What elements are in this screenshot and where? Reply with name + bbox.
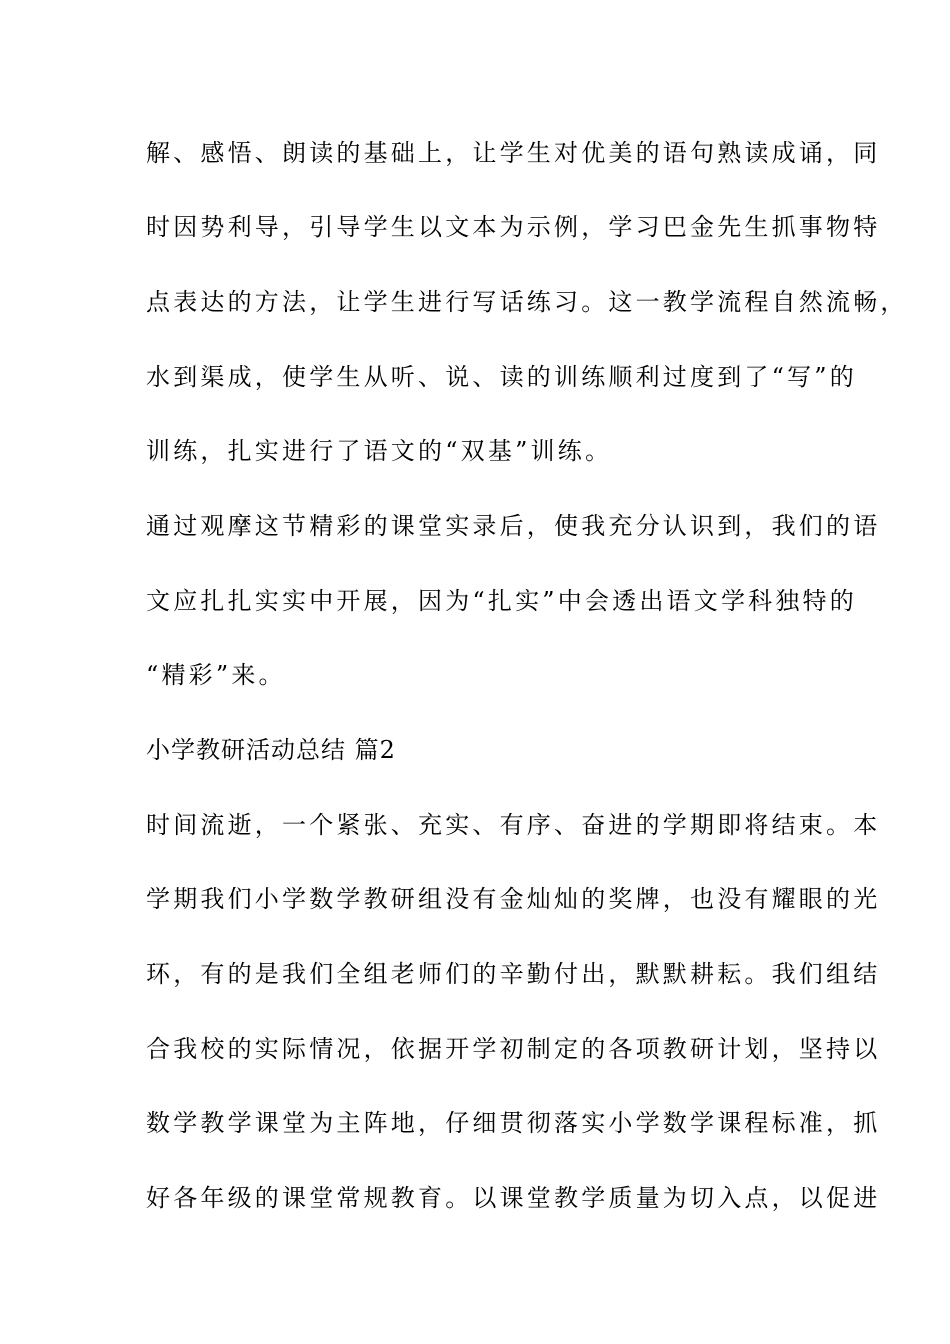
paragraph-line: 水到渠成，使学生从听、说、读的训练顺利过度到了“写”的 bbox=[146, 363, 857, 391]
section-heading: 小学教研活动总结 篇2 bbox=[146, 736, 396, 764]
paragraph-line: 时因势利导，引导学生以文本为示例，学习巴金先生抓事物特 bbox=[146, 213, 881, 241]
paragraph-line: 学期我们小学数学教研组没有金灿灿的奖牌，也没有耀眼的光 bbox=[146, 885, 881, 913]
paragraph-line: 好各年级的课堂常规教育。以课堂教学质量为切入点，以促进 bbox=[146, 1184, 881, 1212]
paragraph-line: 训练，扎实进行了语文的“双基”训练。 bbox=[146, 437, 613, 465]
paragraph-line: 数学教学课堂为主阵地，仔细贯彻落实小学数学课程标准，抓 bbox=[146, 1109, 881, 1137]
paragraph-line: 文应扎扎实实中开展，因为“扎实”中会透出语文学科独特的 bbox=[146, 587, 857, 615]
paragraph-line: 时间流逝，一个紧张、充实、有序、奋进的学期即将结束。本 bbox=[146, 811, 881, 839]
paragraph-line: 环，有的是我们全组老师们的辛勤付出，默默耕耘。我们组结 bbox=[146, 960, 881, 988]
paragraph-line: 通过观摩这节精彩的课堂实录后，使我充分认识到，我们的语 bbox=[146, 512, 881, 540]
paragraph-line: 合我校的实际情况，依据开学初制定的各项教研计划，坚持以 bbox=[146, 1035, 881, 1063]
paragraph-line: “精彩”来。 bbox=[146, 661, 286, 689]
paragraph-line: 解、感悟、朗读的基础上，让学生对优美的语句熟读成诵，同 bbox=[146, 139, 881, 167]
paragraph-line: 点表达的方法，让学生进行写话练习。这一教学流程自然流畅， bbox=[146, 288, 908, 316]
